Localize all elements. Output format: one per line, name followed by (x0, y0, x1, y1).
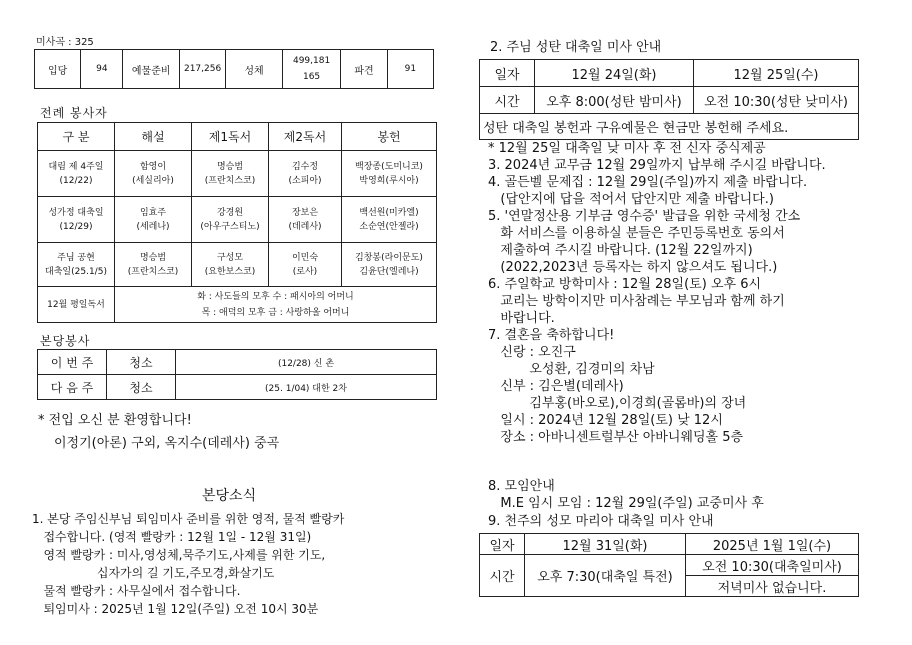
announcement-line: 오성환, 김경미의 차남 (488, 362, 655, 377)
announcement-line: 교리는 방학이지만 미사참례는 부모님과 함께 하기 (488, 294, 785, 309)
christmas-label: 시간 (480, 87, 535, 114)
liturgy-cell: 성가정 대축일 (12/29) (38, 197, 115, 243)
liturgy-cell: 구성모 (요한보스코) (192, 243, 269, 287)
news-line: 1. 본당 주임신부님 퇴임미사 준비를 위한 영적, 물적 빨랑카 (32, 512, 345, 526)
announcement-line: 장소 : 아바니센트럴부산 아바니웨딩홀 5층 (488, 430, 744, 445)
mass-count: 미사곡 : 325 (36, 37, 94, 48)
christmas-time: 오후 8:00(성탄 밤미사) (535, 87, 694, 114)
liturgy-cell: 대림 제 4주일 (12/22) (38, 151, 115, 197)
stat-label: 파견 (341, 50, 387, 89)
liturgy-cell: 백장종(도미니코) 박영희(루시아) (342, 151, 437, 197)
christmas-date: 12월 24일(화) (535, 60, 694, 87)
newyear-time: 저녁미사 없습니다. (686, 576, 859, 597)
liturgy-cell: 김창봉(라이문도) 김윤단(엘레나) (342, 243, 437, 287)
weekday-line: 목 : 애덕의 모후 금 : 사랑하올 어머니 (201, 307, 350, 318)
christmas-note: 성탄 대축일 봉헌과 구유예물은 현금만 봉헌해 주세요. (480, 114, 859, 140)
newyear-label: 일자 (480, 534, 525, 555)
liturgy-cell: 주님 공현 대축일(25.1/5) (38, 243, 115, 287)
announcement-line: * 12월 25일 대축일 낮 미사 후 전 신자 중식제공 (488, 141, 766, 156)
announcement-line: 4. 골든벨 문제집 : 12월 29일(주일)까지 제출 바랍니다. (488, 175, 808, 190)
christmas-date: 12월 25일(수) (694, 60, 859, 87)
weekday-readings (115, 287, 437, 323)
announcement-line: (답안지에 답을 적어서 답안지만 제출 바랍니다.) (488, 192, 774, 207)
liturgy-cell: 장보은 (데레사) (269, 197, 342, 243)
meeting-line: M.E 임시 모임 : 12월 29일(주일) 교중미사 후 (488, 496, 764, 511)
announcement-line: 6. 주일학교 방학미사 : 12월 28일(토) 오후 6시 (488, 277, 762, 292)
weekday-label: 12월 평일독서 (38, 287, 115, 323)
newyear-time: 오전 10:30(대축일미사) (686, 555, 859, 576)
announcement-line: (2022,2023년 등록자는 하지 않으셔도 됩니다.) (488, 260, 778, 275)
announcement-line: 바랍니다. (488, 311, 555, 326)
newyear-date: 12월 31일(화) (525, 534, 686, 555)
liturgy-cell: 강경원 (아우구스티노) (192, 197, 269, 243)
service-table (37, 349, 437, 400)
service-task: 청소 (107, 350, 176, 375)
liturgy-cell: 명승범 (프란치스코) (115, 243, 192, 287)
announcement-line: 김부홍(바오로),이경희(골롬바)의 장녀 (488, 396, 747, 411)
meeting-title: 8. 모임안내 (488, 479, 555, 494)
stat-label: 입당 (35, 50, 81, 89)
liturgy-table (37, 122, 437, 323)
news-list (32, 510, 452, 618)
liturgy-header: 구 분 (38, 123, 115, 151)
stats-table (34, 49, 434, 89)
liturgy-cell: 명승범 (프란치스코) (192, 151, 269, 197)
service-week: 다 음 주 (38, 375, 107, 400)
announcement-line: 5. '연말정산용 기부금 영수증' 발급을 위한 국세청 간소 (488, 209, 801, 224)
liturgy-cell: 함영이 (세실리아) (115, 151, 192, 197)
announcement-line: 신부 : 김은별(데레사) (488, 379, 624, 394)
announcement-line: 7. 결혼을 축하합니다! (488, 328, 615, 343)
newyear-title: 9. 천주의 성모 마리아 대축일 미사 안내 (488, 514, 714, 529)
stat-value: 91 (387, 50, 433, 89)
news-line: 접수합니다. (영적 빨랑카 : 12월 1일 - 12월 31일) (32, 530, 312, 544)
newyear-date: 2025년 1월 1일(수) (686, 534, 859, 555)
newyear-time: 오후 7:30(대축일 특전) (525, 555, 686, 597)
announcement-line: 일시 : 2024년 12월 28일(토) 낮 12시 (488, 413, 723, 428)
liturgy-cell: 임효주 (세레나) (115, 197, 192, 243)
announcement-line: 제출하여 주시길 바랍니다. (12월 22일까지) (488, 243, 753, 258)
news-line: 물적 빨랑카 : 사무실에서 접수합니다. (32, 584, 241, 598)
liturgy-title: 전례 봉사자 (40, 106, 108, 120)
liturgy-header: 봉헌 (342, 123, 437, 151)
stat-value: 217,256 (179, 50, 225, 89)
weekday-line: 화 : 사도들의 모후 수 : 패시아의 어머니 (197, 291, 354, 302)
news-line: 퇴임미사 : 2025년 1월 12일(주일) 오전 10시 30분 (32, 602, 319, 616)
service-detail: (25. 1/04) 대한 2차 (176, 375, 437, 400)
news-line: 십자가의 길 기도,주모경,화살기도 (32, 566, 275, 580)
stat-value: 499,181 165 (282, 50, 341, 89)
service-title: 본당봉사 (40, 334, 91, 348)
christmas-title: 2. 주님 성탄 대축일 미사 안내 (490, 40, 662, 55)
stat-value: 94 (81, 50, 123, 89)
news-line: 영적 빨랑카 : 미사,영성체,묵주기도,사제를 위한 기도, (32, 548, 326, 562)
announcement-line: 3. 2024년 교무금 12월 29일까지 납부해 주시길 바랍니다. (488, 158, 826, 173)
newyear-table (479, 533, 859, 597)
liturgy-cell: 김수정 (소피아) (269, 151, 342, 197)
welcome-names: 이정기(아론) 구외, 옥지수(데레사) 중곡 (54, 436, 280, 451)
liturgy-cell: 이민숙 (로사) (269, 243, 342, 287)
announcements (488, 140, 888, 446)
welcome-heading: * 전입 오신 분 환영합니다! (38, 413, 192, 428)
christmas-label: 일자 (480, 60, 535, 87)
announcement-line: 신랑 : 오진구 (488, 345, 576, 360)
christmas-time: 오전 10:30(성탄 낮미사) (694, 87, 859, 114)
liturgy-header: 해설 (115, 123, 192, 151)
service-week: 이 번 주 (38, 350, 107, 375)
newyear-label: 시간 (480, 555, 525, 597)
announcement-line: 화 서비스를 이용하실 분들은 주민등록번호 동의서 (488, 226, 785, 241)
service-detail: (12/28) 신 촌 (176, 350, 437, 375)
christmas-table (479, 59, 859, 140)
liturgy-cell: 백선원(미카엘) 소순연(안젤라) (342, 197, 437, 243)
liturgy-header: 제1독서 (192, 123, 269, 151)
liturgy-header: 제2독서 (269, 123, 342, 151)
news-title: 본당소식 (202, 488, 257, 504)
service-task: 청소 (107, 375, 176, 400)
stat-label: 예물준비 (123, 50, 180, 89)
stat-label: 성체 (226, 50, 283, 89)
